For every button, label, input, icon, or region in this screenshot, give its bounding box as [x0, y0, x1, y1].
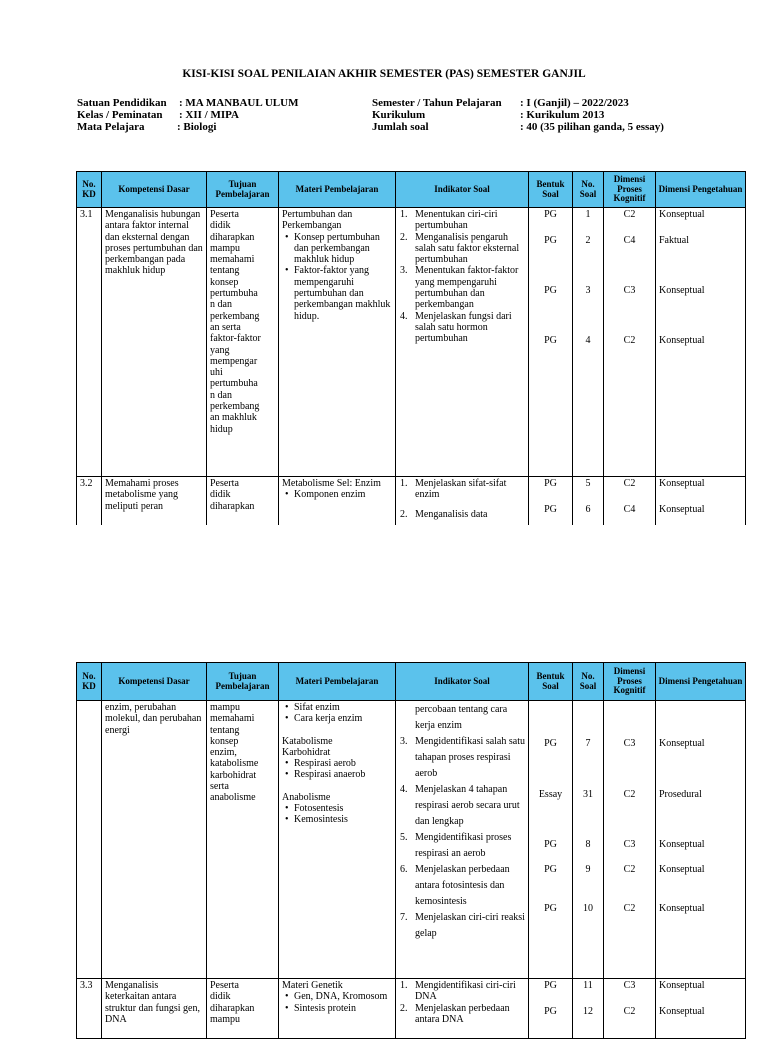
- proses-value: C2: [623, 335, 636, 346]
- pengetahuan-value: Konseptual: [659, 980, 705, 991]
- indikator-soal: [396, 979, 529, 1039]
- pengetahuan-value: Konseptual: [659, 738, 705, 749]
- materi-item: • Gen, DNA, Kromosom: [294, 991, 392, 1002]
- kisi-kisi-table-page2: [76, 662, 746, 1039]
- indikator-text: Menjelaskan sifat-sifat enzim: [415, 478, 507, 501]
- tujuan-line: konsep: [210, 735, 239, 747]
- indikator-soal: [396, 208, 529, 477]
- kompetensi-dasar: Menganalisis hubungan antara faktor internal dan eksternal dengan proses pertumbuhan dan perkembangan pada makhluk hidup: [102, 208, 207, 477]
- table-row-kd-3-2-continued: [77, 701, 746, 979]
- kd-number: 3.1: [77, 208, 102, 477]
- materi-item: • Komponen enzim: [294, 489, 392, 500]
- tujuan-line: uhi: [210, 367, 223, 379]
- bentuk-value: PG: [544, 335, 557, 346]
- bentuk-soal: [529, 701, 573, 979]
- proses-value: C2: [623, 209, 636, 220]
- dimensi-pengetahuan: [656, 701, 746, 979]
- nomor-value: 9: [585, 864, 591, 875]
- proses-value: C3: [623, 980, 636, 991]
- indikator-number: 2.: [400, 508, 408, 520]
- materi-pembelajaran: [279, 701, 396, 979]
- header-materi: Materi Pembelajaran: [279, 663, 396, 701]
- indikator-number: 2.: [400, 231, 408, 243]
- indikator-text: Menentukan faktor-faktor yang mempengaruhi pertumbuhan dan perkembangan: [415, 265, 519, 311]
- tujuan-line: mampu: [210, 702, 240, 713]
- bentuk-value: PG: [544, 478, 557, 489]
- kd-number: 3.2: [77, 477, 102, 537]
- info-label: Semester / Tahun Pelajaran: [372, 97, 502, 109]
- indikator-number: 1.: [400, 209, 408, 220]
- pengetahuan-value: Konseptual: [659, 478, 705, 489]
- bentuk-value: PG: [544, 903, 557, 914]
- indikator-number: 2.: [400, 1002, 408, 1014]
- indikator-text: Mengidentifikasi proses respirasi an aerob: [415, 832, 512, 859]
- tujuan-line: mempengar: [210, 355, 258, 367]
- indikator-item: [400, 265, 525, 311]
- materi-item: • Konsep pertumbuhan dan perkembangan makhluk hidup: [294, 232, 392, 266]
- indikator-text: Menjelaskan perbedaan antara fotosintesis dan kemosintesis: [415, 864, 510, 907]
- nomor-soal: [573, 701, 604, 979]
- indikator-text: Menganalisis pengaruh salah satu faktor eksternal pertumbuhan: [415, 231, 520, 266]
- info-value: : I (Ganjil) – 2022/2023: [520, 97, 629, 109]
- indikator-item: [400, 862, 525, 910]
- nomor-value: 10: [583, 903, 593, 914]
- indikator-number: 4.: [400, 784, 408, 795]
- bentuk-value: PG: [544, 980, 557, 991]
- proses-value: C2: [623, 864, 636, 875]
- table-header-row: [77, 663, 746, 701]
- nomor-value: 7: [585, 738, 591, 749]
- header-materi: Materi Pembelajaran: [279, 172, 396, 208]
- header-no-soal: No. Soal: [573, 172, 604, 208]
- pengetahuan-value: Konseptual: [659, 1006, 705, 1017]
- page-break: [0, 525, 768, 660]
- materi-pembelajaran: [279, 979, 396, 1039]
- tujuan-line: diharapkan: [210, 1002, 255, 1014]
- bentuk-soal: [529, 979, 573, 1039]
- nomor-value: 12: [583, 1006, 593, 1017]
- tujuan-line: mampu: [210, 1013, 240, 1025]
- nomor-soal: [573, 979, 604, 1039]
- indikator-text: Menjelaskan fungsi dari salah satu hormon pertumbuhan: [415, 310, 512, 345]
- table-row-kd-3-1: [77, 208, 746, 477]
- indikator-item: [400, 980, 525, 1003]
- indikator-text: Menjelaskan ciri-ciri reaksi gelap: [415, 912, 525, 939]
- indikator-number: 1.: [400, 980, 408, 991]
- materi-heading: Metabolisme Sel: Enzim: [282, 478, 381, 489]
- materi-item: • Faktor-faktor yang mempengaruhi pertumbuhan dan perkembangan makhluk hidup.: [294, 265, 392, 321]
- tujuan-line: perkembang: [210, 310, 260, 322]
- materi-item: • Kemosintesis: [294, 814, 392, 825]
- kompetensi-dasar: enzim, perubahan molekul, dan perubahan energi: [102, 701, 207, 979]
- kompetensi-dasar: Menganalisis keterkaitan antara struktur dan fungsi gen, DNA: [102, 979, 207, 1039]
- bentuk-value: PG: [544, 209, 557, 220]
- indikator-item: [400, 1002, 525, 1026]
- pengetahuan-value: Faktual: [659, 235, 689, 246]
- tujuan-line: an serta: [210, 321, 241, 333]
- indikator-continued: percobaan tentang cara kerja enzim: [415, 704, 508, 731]
- indikator-number: 6.: [400, 864, 408, 875]
- indikator-item: [400, 231, 525, 266]
- header-kompetensi: Kompetensi Dasar: [102, 663, 207, 701]
- info-value: : Biologi: [177, 121, 217, 133]
- indikator-item: [400, 478, 525, 501]
- proses-value: C2: [623, 903, 636, 914]
- bentuk-value: PG: [544, 738, 557, 749]
- tujuan-line: konsep: [210, 276, 239, 288]
- dimensi-pengetahuan: [656, 979, 746, 1039]
- kompetensi-dasar: Memahami proses metabolisme yang meliputi peran: [102, 477, 207, 537]
- header-indikator: Indikator Soal: [396, 172, 529, 208]
- tujuan-line: serta: [210, 781, 229, 793]
- tujuan-line: tentang: [210, 265, 240, 277]
- pengetahuan-value: Konseptual: [659, 209, 705, 220]
- tujuan-line: pertumbuha: [210, 288, 258, 300]
- tujuan-line: memahami: [210, 254, 255, 266]
- info-label: Mata Pelajara: [77, 121, 145, 133]
- header-no-soal: No. Soal: [573, 663, 604, 701]
- proses-value: C4: [623, 235, 636, 246]
- table-header-row: [77, 172, 746, 208]
- table-row-kd-3-3: [77, 979, 746, 1039]
- indikator-item: [400, 830, 525, 862]
- pengetahuan-value: Konseptual: [659, 903, 705, 914]
- info-value: : MA MANBAUL ULUM: [179, 97, 299, 109]
- bentuk-value: PG: [544, 1006, 557, 1017]
- kisi-kisi-table-page1: [76, 171, 746, 537]
- materi-item: • Cara kerja enzim: [294, 713, 392, 724]
- proses-value: C2: [623, 478, 636, 489]
- proses-value: C4: [623, 504, 636, 515]
- tujuan-pembelajaran: [207, 979, 279, 1039]
- proses-value: C3: [623, 738, 636, 749]
- header-dimensi-pengetahuan: Dimensi Pengetahuan: [656, 663, 746, 701]
- nomor-value: 31: [583, 789, 593, 800]
- nomor-value: 11: [583, 980, 593, 991]
- header-bentuk: Bentuk Soal: [529, 663, 573, 701]
- indikator-text: Mengidentifikasi salah satu tahapan proses respirasi aerob: [415, 736, 525, 779]
- dimensi-pengetahuan: [656, 208, 746, 477]
- tujuan-line: n dan: [210, 389, 232, 401]
- info-value: : XII / MIPA: [179, 109, 239, 121]
- kd-number: [77, 701, 102, 979]
- tujuan-line: Peserta: [210, 478, 239, 489]
- pengetahuan-value: Prosedural: [659, 789, 702, 800]
- materi-heading: Pertumbuhan dan Perkembangan: [282, 209, 353, 232]
- nomor-value: 4: [585, 335, 591, 346]
- bentuk-value: PG: [544, 504, 557, 515]
- bentuk-value: PG: [544, 285, 557, 296]
- pengetahuan-value: Konseptual: [659, 504, 705, 515]
- indikator-item: [400, 734, 525, 782]
- header-bentuk: Bentuk Soal: [529, 172, 573, 208]
- kd-number: 3.3: [77, 979, 102, 1039]
- info-value: : 40 (35 pilihan ganda, 5 essay): [520, 121, 664, 133]
- header-tujuan: Tujuan Pembelajaran: [207, 663, 279, 701]
- tujuan-line: enzim,: [210, 747, 237, 759]
- header-dimensi-pengetahuan: Dimensi Pengetahuan: [656, 172, 746, 208]
- tujuan-pembelajaran: [207, 701, 279, 979]
- bentuk-value: PG: [544, 235, 557, 246]
- header-kompetensi: Kompetensi Dasar: [102, 172, 207, 208]
- tujuan-line: tentang: [210, 724, 240, 736]
- materi-heading: Materi Genetik: [282, 980, 343, 991]
- pengetahuan-value: Konseptual: [659, 839, 705, 850]
- indikator-text: Menjelaskan 4 tahapan respirasi aerob secara urut dan lengkap: [415, 784, 520, 827]
- proses-value: C2: [623, 789, 636, 800]
- info-left: [77, 97, 298, 133]
- materi-item: • Sintesis protein: [294, 1003, 392, 1014]
- tujuan-line: diharapkan: [210, 231, 255, 243]
- pengetahuan-value: Konseptual: [659, 864, 705, 875]
- info-label: Satuan Pendidikan: [77, 97, 167, 109]
- nomor-value: 2: [585, 235, 591, 246]
- materi-item: • Sifat enzim: [294, 702, 392, 713]
- indikator-item: [400, 508, 525, 520]
- bentuk-value: Essay: [538, 789, 563, 800]
- tujuan-line: Peserta: [210, 209, 239, 220]
- tujuan-line: an makhluk: [210, 412, 257, 424]
- indikator-soal: [396, 701, 529, 979]
- info-value: : Kurikulum 2013: [520, 109, 605, 121]
- nomor-value: 5: [585, 478, 591, 489]
- tujuan-line: memahami: [210, 713, 255, 725]
- nomor-soal: [573, 208, 604, 477]
- tujuan-line: pertumbuha: [210, 378, 258, 390]
- document-title: KISI-KISI SOAL PENILAIAN AKHIR SEMESTER (PAS) SEMESTER GANJIL: [182, 68, 586, 80]
- header-no-kd: No. KD: [77, 663, 102, 701]
- info-label: Kelas / Peminatan: [77, 109, 163, 121]
- indikator-number: 7.: [400, 912, 408, 923]
- materi-heading: Anabolisme: [282, 791, 331, 803]
- proses-value: C2: [623, 1006, 636, 1017]
- tujuan-line: didik: [210, 489, 231, 501]
- header-dimensi-proses: Dimensi Proses Kognitif: [604, 172, 656, 208]
- proses-value: C3: [623, 839, 636, 850]
- header-tujuan: Tujuan Pembelajaran: [207, 172, 279, 208]
- indikator-number: 3.: [400, 736, 408, 747]
- nomor-value: 6: [585, 504, 591, 515]
- indikator-text: Mengidentifikasi ciri-ciri DNA: [415, 980, 516, 1003]
- bentuk-soal: [529, 208, 573, 477]
- materi-item: • Respirasi aerob: [294, 758, 392, 769]
- tujuan-line: katabolisme: [210, 758, 259, 770]
- nomor-value: 8: [585, 839, 591, 850]
- tujuan-line: anabolisme: [210, 792, 256, 804]
- pengetahuan-value: Konseptual: [659, 285, 705, 296]
- dimensi-proses: [604, 208, 656, 477]
- tujuan-line: faktor-faktor: [210, 333, 261, 345]
- dimensi-proses: [604, 979, 656, 1039]
- indikator-text: Menentukan ciri-ciri pertumbuhan: [415, 209, 498, 232]
- indikator-item: [400, 310, 525, 345]
- tujuan-line: yang: [210, 344, 230, 356]
- indikator-number: 1.: [400, 478, 408, 489]
- indikator-text: Menganalisis data: [415, 508, 488, 520]
- header-dimensi-proses: Dimensi Proses Kognitif: [604, 663, 656, 701]
- tujuan-line: mampu: [210, 242, 240, 254]
- materi-pembelajaran: [279, 208, 396, 477]
- tujuan-line: n dan: [210, 299, 232, 311]
- header-indikator: Indikator Soal: [396, 663, 529, 701]
- indikator-number: 4.: [400, 310, 408, 322]
- tujuan-line: didik: [210, 220, 231, 232]
- nomor-value: 3: [585, 285, 591, 296]
- header-no-kd: No. KD: [77, 172, 102, 208]
- tujuan-line: hidup: [210, 423, 233, 435]
- materi-item: • Fotosentesis: [294, 803, 392, 814]
- nomor-value: 1: [585, 209, 591, 220]
- tujuan-line: didik: [210, 991, 231, 1003]
- materi-heading: Katabolisme Karbohidrat: [282, 735, 333, 758]
- dimensi-proses: [604, 701, 656, 979]
- indikator-number: 5.: [400, 832, 408, 843]
- indikator-number: 3.: [400, 265, 408, 277]
- bentuk-value: PG: [544, 864, 557, 875]
- pengetahuan-value: Konseptual: [659, 335, 705, 346]
- proses-value: C3: [623, 285, 636, 296]
- tujuan-line: diharapkan: [210, 500, 255, 512]
- indikator-item: [400, 209, 525, 232]
- tujuan-line: perkembang: [210, 401, 260, 413]
- materi-item: • Respirasi anaerob: [294, 769, 392, 780]
- tujuan-line: Peserta: [210, 980, 239, 991]
- info-label: Kurikulum: [372, 109, 426, 121]
- indikator-text: Menjelaskan perbedaan antara DNA: [415, 1002, 510, 1025]
- bentuk-value: PG: [544, 839, 557, 850]
- info-right: [372, 97, 664, 133]
- indikator-item: [400, 782, 525, 830]
- info-label: Jumlah soal: [372, 121, 429, 133]
- indikator-item: [400, 910, 525, 942]
- tujuan-pembelajaran: [207, 208, 279, 477]
- tujuan-line: karbohidrat: [210, 769, 257, 781]
